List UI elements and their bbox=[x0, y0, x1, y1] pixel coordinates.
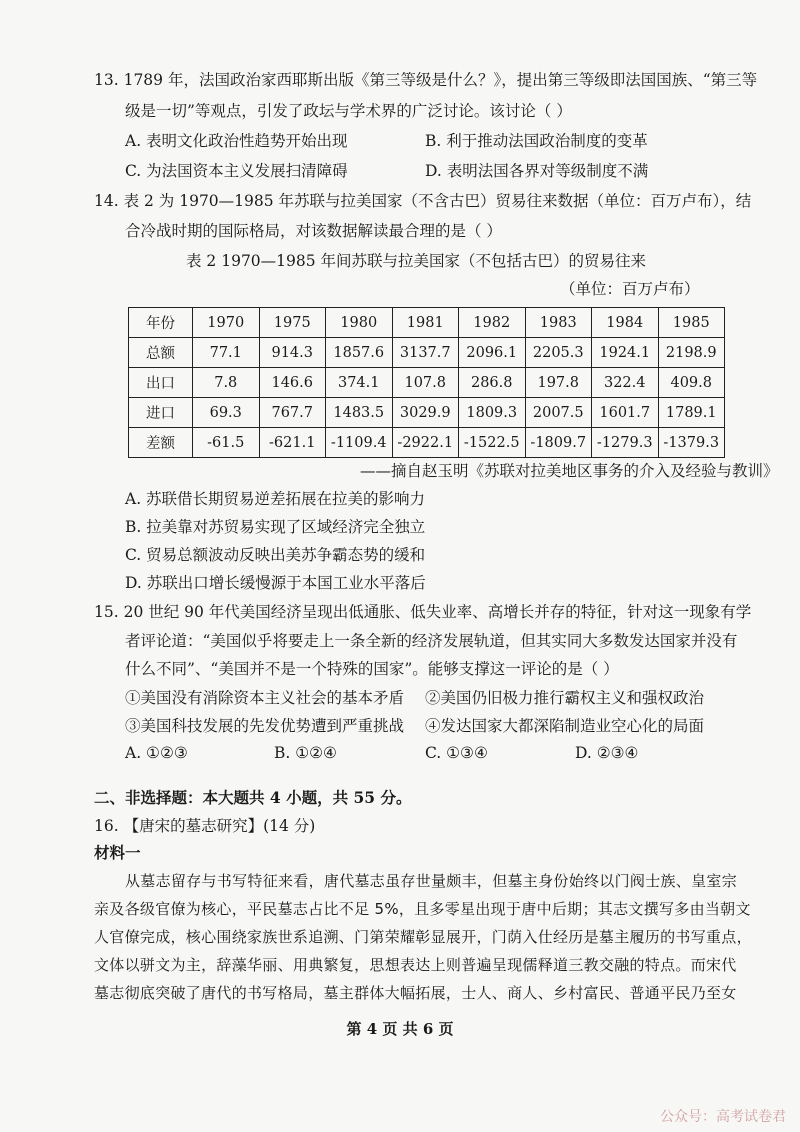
q13-stem-line2: 级是一切”等观点，引发了政坛与学术界的广泛讨论。该讨论（ ） bbox=[125, 102, 572, 120]
q16-paragraph-line: 墓志彻底突破了唐代的书写格局，墓主群体大幅拓展，士人、商人、乡村富民、普通平民乃至女 bbox=[94, 984, 737, 1002]
q16-paragraph-line: 亲及各级官僚为核心，平民墓志占比不足 5%，且多零星出现于唐中后期；其志文撰写多由当朝文 bbox=[94, 900, 751, 918]
q16-material-label: 材料一 bbox=[94, 843, 141, 862]
table-row bbox=[129, 368, 725, 398]
q15-option-d: D. ②③④ bbox=[575, 744, 639, 762]
table-header-cell: 1975 bbox=[259, 308, 326, 338]
q13-option-c: C. 为法国资本主义发展扫清障碍 bbox=[125, 162, 348, 180]
table-row bbox=[129, 428, 725, 458]
table-cell: -1279.3 bbox=[592, 428, 659, 458]
table-cell: 914.3 bbox=[259, 338, 326, 368]
q14-option-a: A. 苏联借长期贸易逆差拓展在拉美的影响力 bbox=[125, 490, 426, 508]
table-cell: 69.3 bbox=[193, 398, 260, 428]
table-cell: 322.4 bbox=[592, 368, 659, 398]
q13-option-d: D. 表明法国各界对等级制度不满 bbox=[425, 162, 649, 180]
table-cell: 1601.7 bbox=[592, 398, 659, 428]
table-header-cell: 年份 bbox=[129, 308, 193, 338]
table-cell: 1809.3 bbox=[459, 398, 526, 428]
table-cell: 2007.5 bbox=[525, 398, 592, 428]
q13-option-a: A. 表明文化政治性趋势开始出现 bbox=[125, 132, 348, 150]
table-cell: 409.8 bbox=[658, 368, 725, 398]
table-cell: 374.1 bbox=[326, 368, 393, 398]
q14-stem-line1: 14. 表 2 为 1970—1985 年苏联与拉美国家（不含古巴）贸易往来数据（单位：百万卢布），结 bbox=[94, 192, 752, 210]
table-cell: -1379.3 bbox=[658, 428, 725, 458]
table-cell: 进口 bbox=[129, 398, 193, 428]
table-cell: 1483.5 bbox=[326, 398, 393, 428]
table-cell: 77.1 bbox=[193, 338, 260, 368]
table-cell: 1857.6 bbox=[326, 338, 393, 368]
table-row bbox=[129, 398, 725, 428]
table-cell: -1522.5 bbox=[459, 428, 526, 458]
table-cell: 1789.1 bbox=[658, 398, 725, 428]
table-cell: 总额 bbox=[129, 338, 193, 368]
q16-title: 16. 【唐宋的墓志研究】(14 分) bbox=[94, 817, 316, 835]
section-heading: 二、非选择题：本大题共 4 小题，共 55 分。 bbox=[94, 788, 412, 807]
table-cell: 3029.9 bbox=[392, 398, 459, 428]
table-header-cell: 1980 bbox=[326, 308, 393, 338]
q14-stem-line2: 合冷战时期的国际格局，对该数据解读最合理的是（ ） bbox=[125, 222, 502, 240]
table-cell: 差额 bbox=[129, 428, 193, 458]
table-cell: 146.6 bbox=[259, 368, 326, 398]
q13-option-b: B. 利于推动法国政治制度的变革 bbox=[425, 132, 648, 150]
table-cell: -1809.7 bbox=[525, 428, 592, 458]
table-cell: 286.8 bbox=[459, 368, 526, 398]
table-header-cell: 1984 bbox=[592, 308, 659, 338]
table-cell: 2096.1 bbox=[459, 338, 526, 368]
q15-stem-line3: 什么不同”、“美国并不是一个特殊的国家”。能够支撑这一评论的是（ ） bbox=[125, 660, 619, 678]
table-header-cell: 1983 bbox=[525, 308, 592, 338]
q13-stem-line1: 13. 1789 年，法国政治家西耶斯出版《第三等级是什么？》，提出第三等级即法国国族、“第三等 bbox=[94, 71, 758, 89]
table-cell: 2205.3 bbox=[525, 338, 592, 368]
page-number: 第 4 页 共 6 页 bbox=[346, 1020, 454, 1038]
q15-stem-line2: 者评论道：“美国似乎将要走上一条全新的经济发展轨道，但其实同大多数发达国家并没有 bbox=[125, 632, 738, 650]
table-header-cell: 1985 bbox=[658, 308, 725, 338]
table-header-cell: 1981 bbox=[392, 308, 459, 338]
q16-paragraph-line: 文体以骈文为主，辞藻华丽、用典繁复，思想表达上则普遍呈现儒释道三教交融的特点。而宋代 bbox=[94, 956, 737, 974]
table-cell: 7.8 bbox=[193, 368, 260, 398]
q15-option-b: B. ①②④ bbox=[274, 744, 337, 762]
table-cell: -1109.4 bbox=[326, 428, 393, 458]
table-cell: 197.8 bbox=[525, 368, 592, 398]
q15-statement-4: ④发达国家大都深陷制造业空心化的局面 bbox=[425, 717, 705, 735]
table-source: ——摘自赵玉明《苏联对拉美地区事务的介入及经验与教训》 bbox=[360, 462, 779, 480]
table-unit: （单位：百万卢布） bbox=[560, 280, 700, 298]
table-cell: 1924.1 bbox=[592, 338, 659, 368]
watermark: 公众号：高考试卷君 bbox=[660, 1109, 786, 1125]
q15-option-c: C. ①③④ bbox=[425, 744, 488, 762]
q15-option-a: A. ①②③ bbox=[125, 744, 188, 762]
table-header-cell: 1982 bbox=[459, 308, 526, 338]
q16-paragraph-line: 人官僚完成，核心围绕家族世系追溯、门第荣耀彰显展开，门荫入仕经历是墓主履历的书写重点， bbox=[94, 928, 752, 946]
table-cell: 出口 bbox=[129, 368, 193, 398]
table-cell: 767.7 bbox=[259, 398, 326, 428]
q16-paragraph-line: 从墓志留存与书写特征来看，唐代墓志虽存世量颇丰，但墓主身份始终以门阀士族、皇室宗 bbox=[125, 872, 738, 890]
table-cell: -2922.1 bbox=[392, 428, 459, 458]
table-cell: 107.8 bbox=[392, 368, 459, 398]
table-cell: 3137.7 bbox=[392, 338, 459, 368]
q14-option-b: B. 拉美靠对苏贸易实现了区域经济完全独立 bbox=[125, 518, 426, 536]
q14-option-d: D. 苏联出口增长缓慢源于本国工业水平落后 bbox=[125, 574, 426, 592]
table-cell: -61.5 bbox=[193, 428, 260, 458]
table-cell: 2198.9 bbox=[658, 338, 725, 368]
q15-statement-1: ①美国没有消除资本主义社会的基本矛盾 bbox=[125, 689, 405, 707]
table-row bbox=[129, 338, 725, 368]
table-cell: -621.1 bbox=[259, 428, 326, 458]
q15-statement-3: ③美国科技发展的先发优势遭到严重挑战 bbox=[125, 717, 405, 735]
q15-statement-2: ②美国仍旧极力推行霸权主义和强权政治 bbox=[425, 689, 705, 707]
q15-stem-line1: 15. 20 世纪 90 年代美国经济呈现出低通胀、低失业率、高增长并存的特征，针对这一现象有学 bbox=[94, 603, 752, 621]
table-title: 表 2 1970—1985 年间苏联与拉美国家（不包括古巴）的贸易往来 bbox=[186, 252, 647, 270]
table-header-row bbox=[129, 308, 725, 338]
trade-table bbox=[128, 307, 725, 458]
q14-option-c: C. 贸易总额波动反映出美苏争霸态势的缓和 bbox=[125, 546, 426, 564]
table-header-cell: 1970 bbox=[193, 308, 260, 338]
